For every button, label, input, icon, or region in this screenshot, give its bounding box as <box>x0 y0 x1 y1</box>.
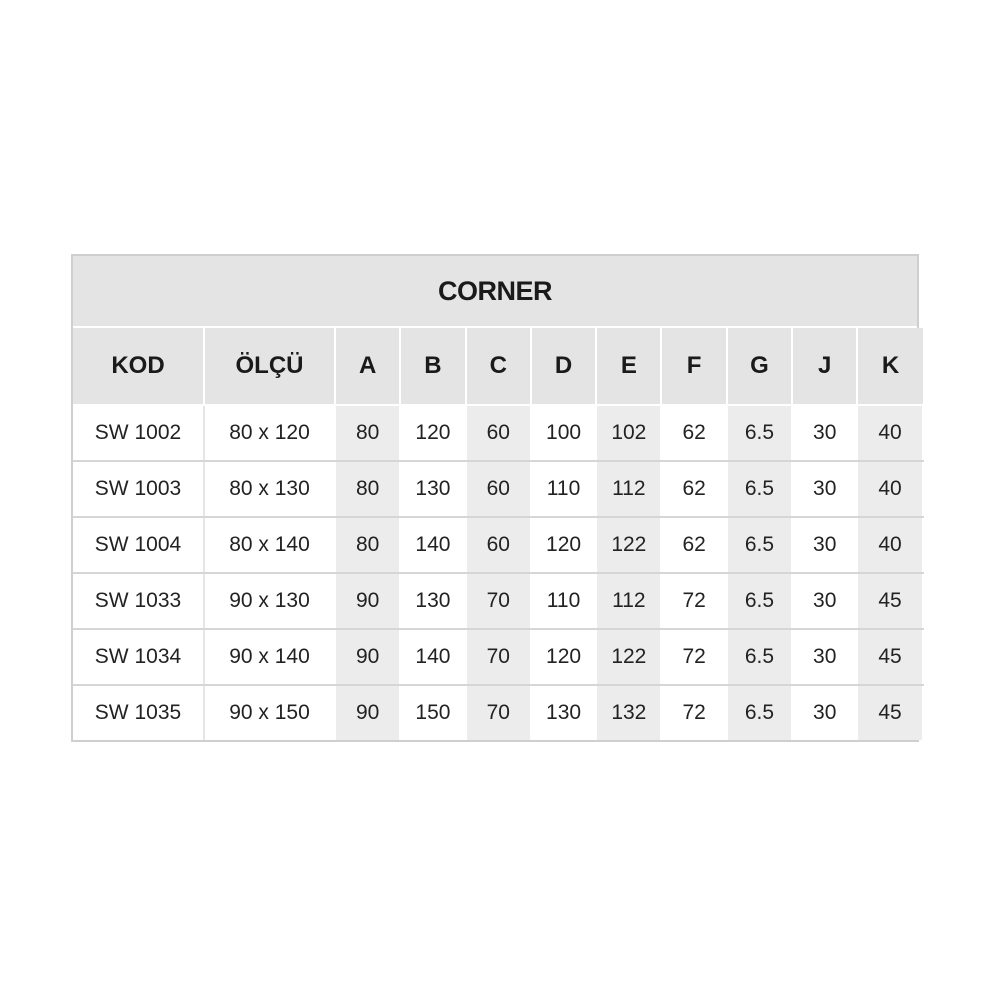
cell-f: 72 <box>661 629 726 685</box>
cell-k: 40 <box>857 405 922 461</box>
cell-olcu: 80 x 120 <box>204 405 335 461</box>
table-row <box>73 461 923 517</box>
cell-d: 110 <box>531 461 596 517</box>
header-j: J <box>792 328 857 405</box>
header-d: D <box>531 328 596 405</box>
spec-table <box>73 328 924 740</box>
cell-e: 112 <box>596 573 661 629</box>
header-kod: KOD <box>73 328 204 405</box>
cell-olcu: 80 x 130 <box>204 461 335 517</box>
cell-g: 6.5 <box>727 685 792 740</box>
cell-d: 120 <box>531 629 596 685</box>
cell-b: 140 <box>400 517 465 573</box>
table-title-bar <box>73 254 917 328</box>
cell-g: 6.5 <box>727 629 792 685</box>
cell-d: 130 <box>531 685 596 740</box>
cell-c: 70 <box>466 685 531 740</box>
cell-kod: SW 1034 <box>73 629 204 685</box>
cell-k: 45 <box>857 629 922 685</box>
cell-j: 30 <box>792 517 857 573</box>
cell-e: 132 <box>596 685 661 740</box>
cell-e: 102 <box>596 405 661 461</box>
table-row <box>73 405 923 461</box>
cell-c: 60 <box>466 405 531 461</box>
header-e: E <box>596 328 661 405</box>
cell-j: 30 <box>792 685 857 740</box>
cell-f: 62 <box>661 405 726 461</box>
table-row <box>73 573 923 629</box>
cell-f: 72 <box>661 685 726 740</box>
cell-a: 80 <box>335 517 400 573</box>
cell-olcu: 90 x 150 <box>204 685 335 740</box>
header-row <box>73 328 923 405</box>
cell-g: 6.5 <box>727 405 792 461</box>
cell-f: 62 <box>661 517 726 573</box>
cell-a: 90 <box>335 629 400 685</box>
header-f: F <box>661 328 726 405</box>
table-row <box>73 629 923 685</box>
cell-a: 80 <box>335 461 400 517</box>
cell-j: 30 <box>792 629 857 685</box>
cell-e: 112 <box>596 461 661 517</box>
cell-kod: SW 1003 <box>73 461 204 517</box>
table-row <box>73 517 923 573</box>
cell-b: 120 <box>400 405 465 461</box>
cell-b: 130 <box>400 573 465 629</box>
cell-f: 62 <box>661 461 726 517</box>
cell-olcu: 90 x 140 <box>204 629 335 685</box>
cell-kod: SW 1033 <box>73 573 204 629</box>
cell-kod: SW 1035 <box>73 685 204 740</box>
header-olcu: ÖLÇÜ <box>204 328 335 405</box>
cell-k: 45 <box>857 573 922 629</box>
cell-c: 70 <box>466 573 531 629</box>
cell-b: 140 <box>400 629 465 685</box>
cell-kod: SW 1002 <box>73 405 204 461</box>
header-a: A <box>335 328 400 405</box>
cell-k: 45 <box>857 685 922 740</box>
cell-e: 122 <box>596 629 661 685</box>
header-b: B <box>400 328 465 405</box>
cell-c: 60 <box>466 461 531 517</box>
cell-g: 6.5 <box>727 461 792 517</box>
header-g: G <box>727 328 792 405</box>
cell-g: 6.5 <box>727 573 792 629</box>
cell-b: 150 <box>400 685 465 740</box>
table-row <box>73 685 923 740</box>
cell-j: 30 <box>792 573 857 629</box>
cell-olcu: 80 x 140 <box>204 517 335 573</box>
header-c: C <box>466 328 531 405</box>
cell-j: 30 <box>792 405 857 461</box>
cell-b: 130 <box>400 461 465 517</box>
cell-e: 122 <box>596 517 661 573</box>
cell-olcu: 90 x 130 <box>204 573 335 629</box>
cell-g: 6.5 <box>727 517 792 573</box>
table-body <box>73 405 923 740</box>
cell-k: 40 <box>857 461 922 517</box>
cell-c: 70 <box>466 629 531 685</box>
table-title: CORNER <box>437 275 552 306</box>
cell-d: 100 <box>531 405 596 461</box>
cell-a: 80 <box>335 405 400 461</box>
cell-d: 120 <box>531 517 596 573</box>
cell-c: 60 <box>466 517 531 573</box>
header-k: K <box>857 328 922 405</box>
cell-j: 30 <box>792 461 857 517</box>
corner-spec-table <box>71 254 919 742</box>
cell-a: 90 <box>335 573 400 629</box>
cell-a: 90 <box>335 685 400 740</box>
cell-k: 40 <box>857 517 922 573</box>
cell-f: 72 <box>661 573 726 629</box>
cell-d: 110 <box>531 573 596 629</box>
cell-kod: SW 1004 <box>73 517 204 573</box>
